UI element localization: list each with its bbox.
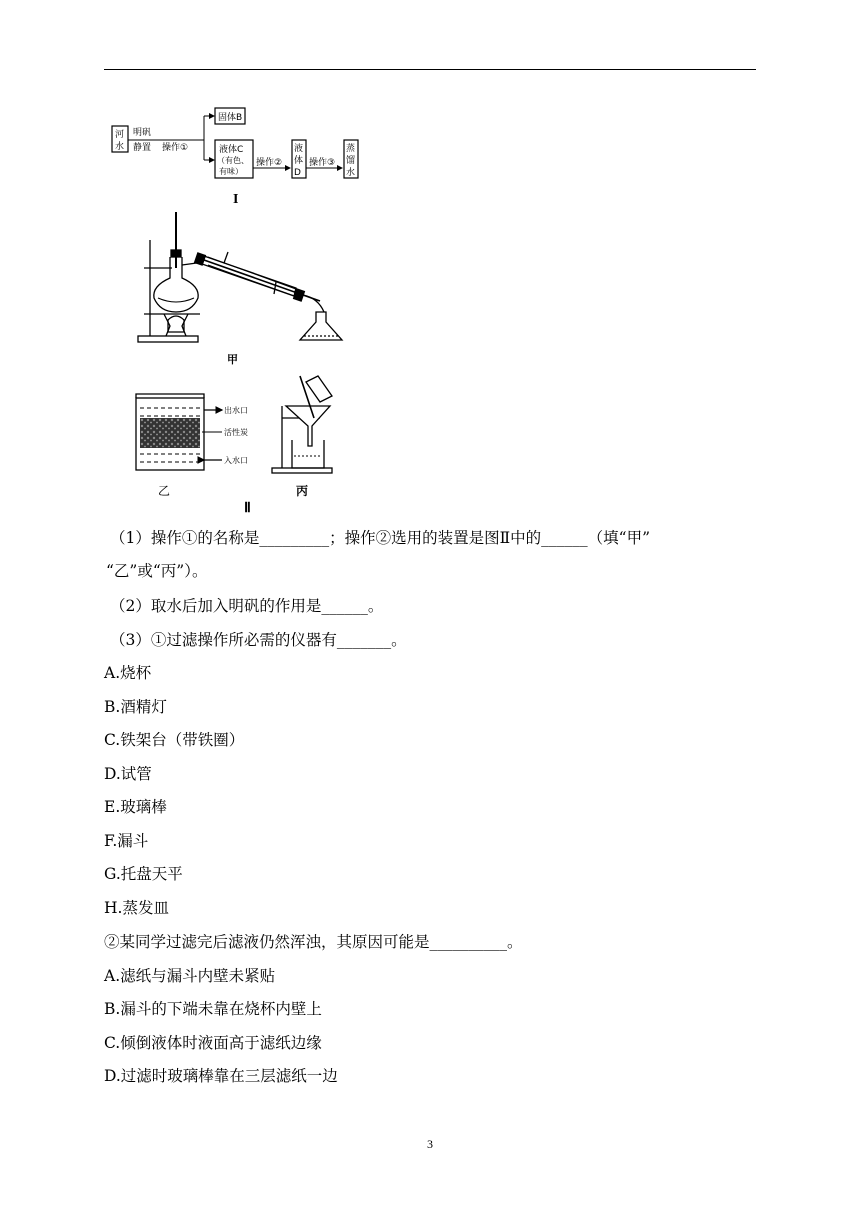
settle-label: 静置	[133, 143, 152, 153]
water-in-label: 入水口	[224, 456, 248, 465]
op1-label: 操作①	[162, 143, 189, 153]
liquid-d-label-3: D	[294, 168, 301, 178]
option-3-1-g: G.托盘天平	[104, 865, 183, 883]
filtration-apparatus	[272, 376, 332, 473]
liquid-c-label-2: （有色、	[217, 156, 249, 165]
distilled-label-1: 蒸	[346, 144, 356, 154]
river-label-1: 河	[115, 130, 125, 140]
apparatus-jia-label: 甲	[227, 353, 238, 366]
question-1-line-2: “乙”或“丙”）。	[106, 562, 208, 580]
option-3-1-b: B.酒精灯	[104, 698, 167, 716]
liquid-d-label-2: 体	[294, 156, 304, 166]
flow-chart	[112, 108, 358, 178]
option-3-1-d: D.试管	[104, 765, 152, 783]
question-2: （2）取水后加入明矾的作用是______。	[110, 597, 384, 615]
option-3-2-d: D.过滤时玻璃棒靠在三层滤纸一边	[104, 1067, 338, 1085]
apparatus-yi-label: 乙	[158, 484, 171, 498]
op2-label: 操作②	[256, 158, 283, 168]
header-rule	[104, 69, 756, 70]
carbon-filter-labels	[224, 405, 248, 465]
option-3-1-a: A.烧杯	[104, 664, 152, 682]
figure-i-label: I	[233, 192, 239, 207]
experiment-figure-svg	[104, 100, 384, 515]
carbon-filter-apparatus	[136, 394, 222, 470]
question-3-part-1: （3）①过滤操作所必需的仪器有_______。	[110, 631, 407, 649]
experiment-figure	[104, 100, 384, 515]
carbon-label: 活性炭	[224, 428, 248, 437]
solid-b-label: 固体B	[218, 113, 243, 123]
liquid-d-label-1: 液	[294, 144, 304, 154]
distillation-apparatus	[138, 212, 342, 342]
option-3-1-h: H.蒸发皿	[104, 899, 169, 917]
liquid-c-label-3: 有味）	[219, 167, 243, 176]
distilled-label-2: 馏	[346, 156, 356, 166]
option-3-1-c: C.铁架台（带铁圈）	[104, 731, 245, 749]
page-number: 3	[427, 1137, 433, 1151]
option-3-1-e: E.玻璃棒	[104, 798, 167, 816]
op3-label: 操作③	[309, 158, 336, 168]
apparatus-bing-label: 丙	[296, 484, 309, 498]
figure-ii-label: Ⅱ	[244, 501, 251, 515]
distilled-label-3: 水	[346, 168, 356, 178]
option-3-2-c: C.倾倒液体时液面高于滤纸边缘	[104, 1034, 322, 1052]
river-label-2: 水	[115, 142, 125, 152]
option-3-1-f: F.漏斗	[104, 832, 149, 850]
question-1-line-1: （1）操作①的名称是_________；操作②选用的装置是图Ⅱ中的______（填“甲”	[110, 529, 650, 547]
water-out-label: 出水口	[224, 406, 248, 415]
liquid-c-label-1: 液体C	[219, 145, 244, 155]
question-3-part-2: ②某同学过滤完后滤液仍然浑浊，其原因可能是__________。	[104, 933, 523, 951]
alum-label: 明矾	[133, 128, 152, 138]
option-3-2-b: B.漏斗的下端未靠在烧杯内壁上	[104, 1000, 322, 1018]
option-3-2-a: A.滤纸与漏斗内壁未紧贴	[104, 967, 276, 985]
